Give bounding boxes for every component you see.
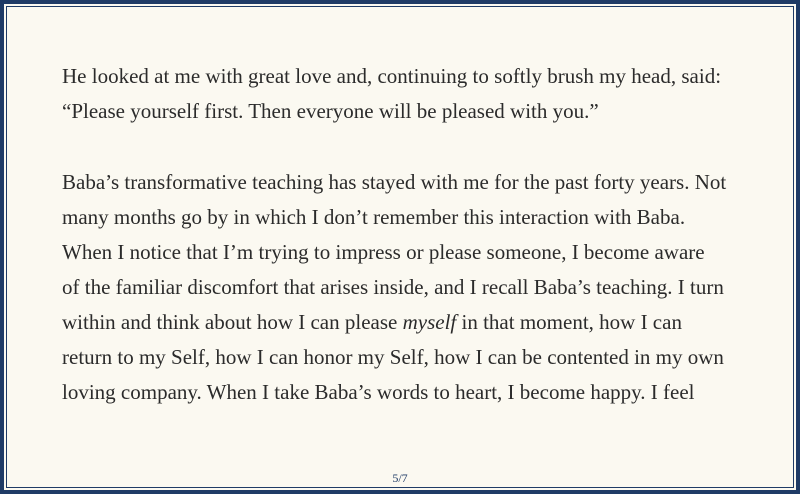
text-line: Baba’s transformative teaching has stayed with me for the past forty years. Not [62, 170, 727, 194]
paragraph [62, 59, 752, 129]
text-line: He looked at me with great love and, continuing to softly brush my head, said: [62, 64, 722, 88]
paragraph [62, 165, 752, 410]
text-line: When I notice that I’m trying to impress or please someone, I become aware [62, 240, 705, 264]
text-line: “Please yourself first. Then everyone will be pleased with you.” [62, 99, 599, 123]
text-run: in that moment, how I can [456, 310, 682, 334]
text-run: within and think about how I can please [62, 310, 403, 334]
text-line: return to my Self, how I can honor my Self, how I can be contented in my own [62, 345, 724, 369]
text-line [62, 305, 752, 340]
page-number: 5/7 [392, 471, 408, 485]
text-line: loving company. When I take Baba’s words to heart, I become happy. I feel [62, 380, 695, 404]
emphasized-word: myself [402, 310, 457, 334]
text-line: many months go by in which I don’t remember this interaction with Baba. [62, 205, 686, 229]
paragraph-gap [62, 129, 752, 165]
text-line: of the familiar discomfort that arises inside, and I recall Baba’s teaching. I turn [62, 275, 724, 299]
body-text [62, 59, 752, 410]
